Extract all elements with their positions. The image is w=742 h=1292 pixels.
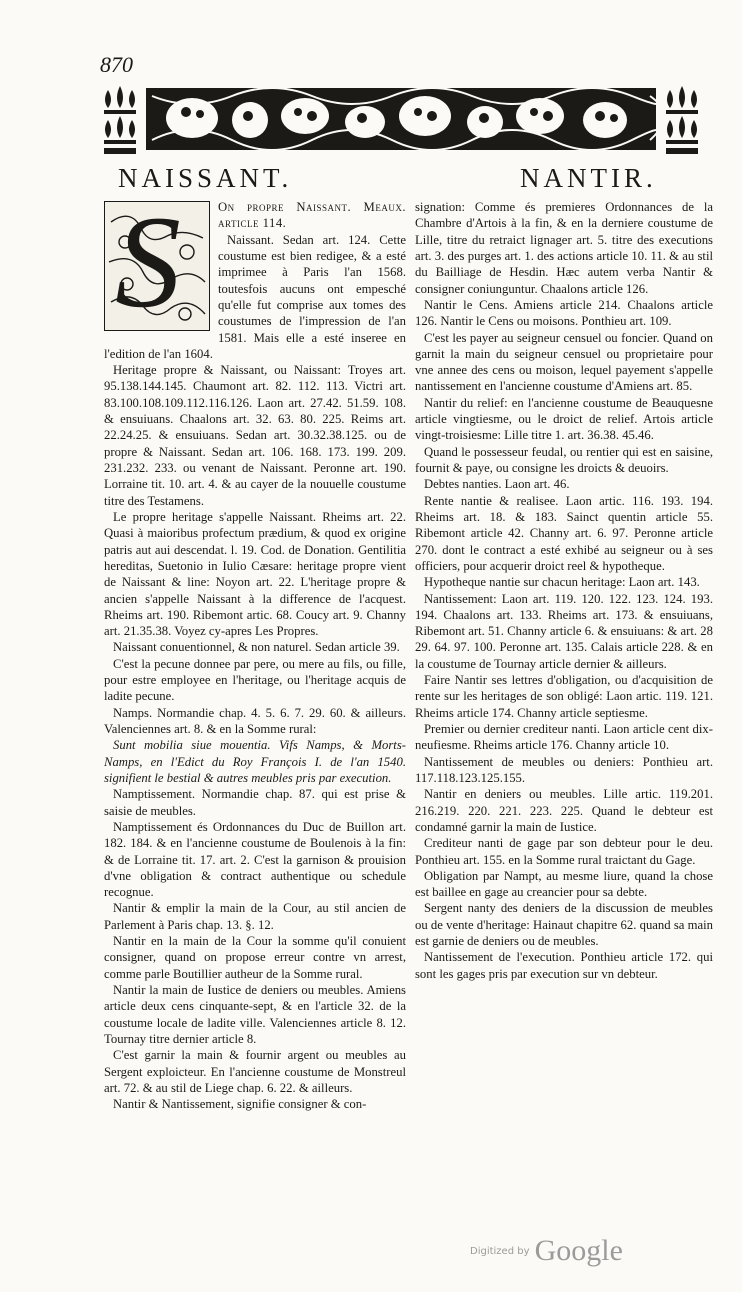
entry-paragraph: Nantir en deniers ou meubles. Lille artic. 119.201. 216.219. 220. 221. 223. 225. Quand le debteur est condamné garnir la main de Iustice.	[415, 787, 713, 834]
entry-paragraph: Heritage propre & Naissant, ou Naissant: Troyes art. 95.138.144.145. Chaumont art. 82. 112. 113. Victri art. 83.100.108.109.112.116.126. Laon art. 27.42. 51.59. 108. & ensuiuans. Chaalons art. 32. 63. 80. 225. Reims art. 22.24.25. & ensuiuans. Sedan art. 30.32.38.125. ou de propre & Naissant. Sedan art. 106. 168. 173. 199. 209. 231.232. 233. ou venant de Naissant. Peronne art. 190. Lorraine tit. 10. art. 4. & au cayer de la nouuelle coustume titre des Testamens.	[104, 363, 406, 508]
entry-paragraph: C'est la pecune donnee par pere, ou mere au fils, ou fille, pour estre employee en l'heritage, ou l'heritage acquis de ladite pecune.	[104, 656, 406, 704]
entry-paragraph: Nantir & Nantissement, signifie consigner & con-	[113, 1097, 367, 1112]
entry-paragraph: Namptissement és Ordonnances du Duc de Buillon art. 182. 184. & en l'ancienne coustume de Boulenois à la fin: & de Lorraine tit. 17. art. 2. C'est la garnison & prouision d'vne obligation & contract authentique ou schedule recognue.	[104, 819, 406, 900]
entry-paragraph: Premier ou dernier crediteur nanti. Laon article cent dix-neufiesme. Rheims article 176. Channy article 10.	[415, 722, 713, 753]
right-headword: NANTIR.	[520, 163, 657, 193]
entry-paragraph: signation: Comme és premieres Ordonnances de la Chambre d'Artois à la fin, & en la derniere coustume de Lille, titre du retraict lignager art. 5. titre des executions art. 3. des purges art. 1. des actions article 10. 11. & au stil du Bailliage de Hesdin. Hæc autem verba Nantir & consigner coniunguntur. Chaalons article 126.	[415, 200, 713, 296]
entry-paragraph: Nantir la main de Iustice de deniers ou meubles. Amiens article deux cens cinquante-sept, & en l'article 32. de la coustume locale de ladite ville. Valenciennes article 8. 12. Tournay titre dernier article 8.	[104, 983, 406, 1046]
entry-paragraph: Nantissement de l'execution. Ponthieu article 172. qui sont les gages pris par execution sur vn debteur.	[415, 950, 713, 981]
entry-paragraph: Faire Nantir ses lettres d'obligation, ou d'acquisition de rente sur les heritages de son obligé: Laon artic. 119. 121. Rheims article 174. Channy article septiesme.	[415, 673, 713, 720]
entry-paragraph: Nantir le Cens. Amiens article 214. Chaalons article 126. Nantir le Cens ou moisons. Ponthieu art. 109.	[415, 297, 713, 329]
entry-paragraph: Obligation par Nampt, au mesme liure, quand la chose est baillee en gage au creancier pour sa debte.	[415, 868, 713, 900]
entry-paragraph: Nantir du relief: en l'ancienne coustume de Beauquesne article vingtiesme, ou le droict de relief. Artois article vingt-troisiesme: Lille titre 1. art. 36.38. 45.46.	[415, 395, 713, 443]
entry-paragraph: Crediteur nanti de gage par son debteur pour le deu. Ponthieu art. 155. en la Somme rural traictant du Gage.	[415, 836, 713, 867]
page-number: 870	[100, 52, 133, 77]
entry-paragraph: Le propre heritage s'appelle Naissant. Rheims art. 22. Quasi à maioribus profectum prædium, & quod ex origine patris aut aui descendat. l. 19. Cod. de Donation. Gentilitia hereditas, Suetonio in Iulio Cæsare: heritage propre vient de Naissant & line: Noyon art. 22. L'heritage propre & ancien s'appelle Naissant à la difference de l'acquest. Rheims art. 190. Ribemont artic. 68. Coucy art. 9. Channy art. 21.35.38. Voyez cy-apres Les Propres.	[104, 509, 406, 639]
entry-paragraph: Nantissement de meubles ou deniers: Ponthieu art. 117.118.123.125.155.	[415, 754, 713, 785]
entry-paragraph: Sunt mobilia siue mouentia. Vifs Namps, & Morts-Namps, en l'Edict du Roy François I. de l'an 1540. signifient le bestial & autres meubles pris par execution.	[104, 738, 406, 785]
header-ornament-band	[100, 80, 700, 158]
dropcap-letter: S	[115, 201, 181, 331]
entry-paragraph: Nantir & emplir la main de la Cour, au stil ancien de Parlement à Paris chap. 13. §. 12.	[104, 901, 406, 932]
google-logo: Google	[534, 1234, 623, 1267]
entry-paragraph: Hypotheque nantie sur chacun heritage: Laon art. 143.	[424, 575, 700, 590]
entry-paragraph: Nantissement: Laon art. 119. 120. 122. 123. 124. 193. 194. Chaalons art. 133. Rheims art. 173. & ensuiuans, Ribemont art. 51. Channy article 6. & ensuiuans: & art. 28 29. 64. 97. 100. Peronne art. 135. Calais article 228. & en la coustume de Tournay article dernier & ailleurs.	[415, 591, 713, 671]
right-column	[415, 199, 713, 982]
entry-paragraph: Naissant. Sedan art. 124. Cette coustume est bien redigee, & a esté imprimee à Paris l'an 1568. toutesfois aucuns ont empesché qu'elle fut comprise aux tomes des coustumes de l'impression de l'an 1581. Mais elle a esté inseree en l'edition de l'an 1604.	[104, 232, 406, 361]
entry-paragraph: Rente nantie & realisee. Laon artic. 116. 193. 194. Rheims art. 18. & 183. Sainct quentin article 55. Ribemont article 42. Channy art. 6. 97. Peronne article 270. dont le contract a esté exhibé au seigneur ou à ses officiers, pour acquerir droict reel & hypotheque.	[415, 493, 713, 573]
digitized-watermark	[470, 1234, 623, 1268]
entry-paragraph: Nantir en la main de la Cour la somme qu'il conuient consigner, quand on propose erreur contre vn arrest, comme parle Boutillier autheur de la Somme rural.	[104, 934, 406, 981]
left-headword: NAISSANT.	[118, 163, 293, 193]
entry-paragraph: Quand le possesseur feudal, ou rentier qui est en saisine, fournit & paye, ou consigne les droicts & deuoirs.	[415, 444, 713, 475]
dropcap-ornament	[104, 201, 210, 331]
watermark-prefix: Digitized by	[470, 1246, 530, 1257]
entry-paragraph: Debtes nanties. Laon art. 46.	[424, 477, 570, 492]
entry-paragraph: Namps. Normandie chap. 4. 5. 6. 7. 29. 60. & ailleurs. Valenciennes art. 8. & en la Somme rural:	[104, 705, 406, 736]
entry-paragraph: Naissant conuentionnel, & non naturel. Sedan article 39.	[113, 640, 400, 655]
entry-paragraph: On propre Naissant. Meaux. article 114.	[218, 200, 406, 231]
entry-paragraph: C'est les payer au seigneur censuel ou foncier. Quand on garnit la main du seigneur censuel ou proprietaire pour vne annee des cens ou moison, lequel payement s'appelle nantissement en l'ancienne coustume d'Amiens art. 85.	[415, 330, 713, 394]
entry-paragraph: Sergent nanty des deniers de la discussion de meubles ou de vente d'heritage: Hainaut chapitre 62. quand sa main est garnie de deniers ou de meubles.	[415, 901, 713, 949]
entry-paragraph: C'est garnir la main & fournir argent ou meubles au Sergent exploicteur. En l'ancienne coustume de Monstreul art. 72. & au stil de Liege chap. 6. 22. & ailleurs.	[104, 1048, 406, 1095]
entry-paragraph: Namptissement. Normandie chap. 87. qui est prise & saisie de meubles.	[104, 787, 406, 818]
left-column	[104, 199, 406, 1113]
